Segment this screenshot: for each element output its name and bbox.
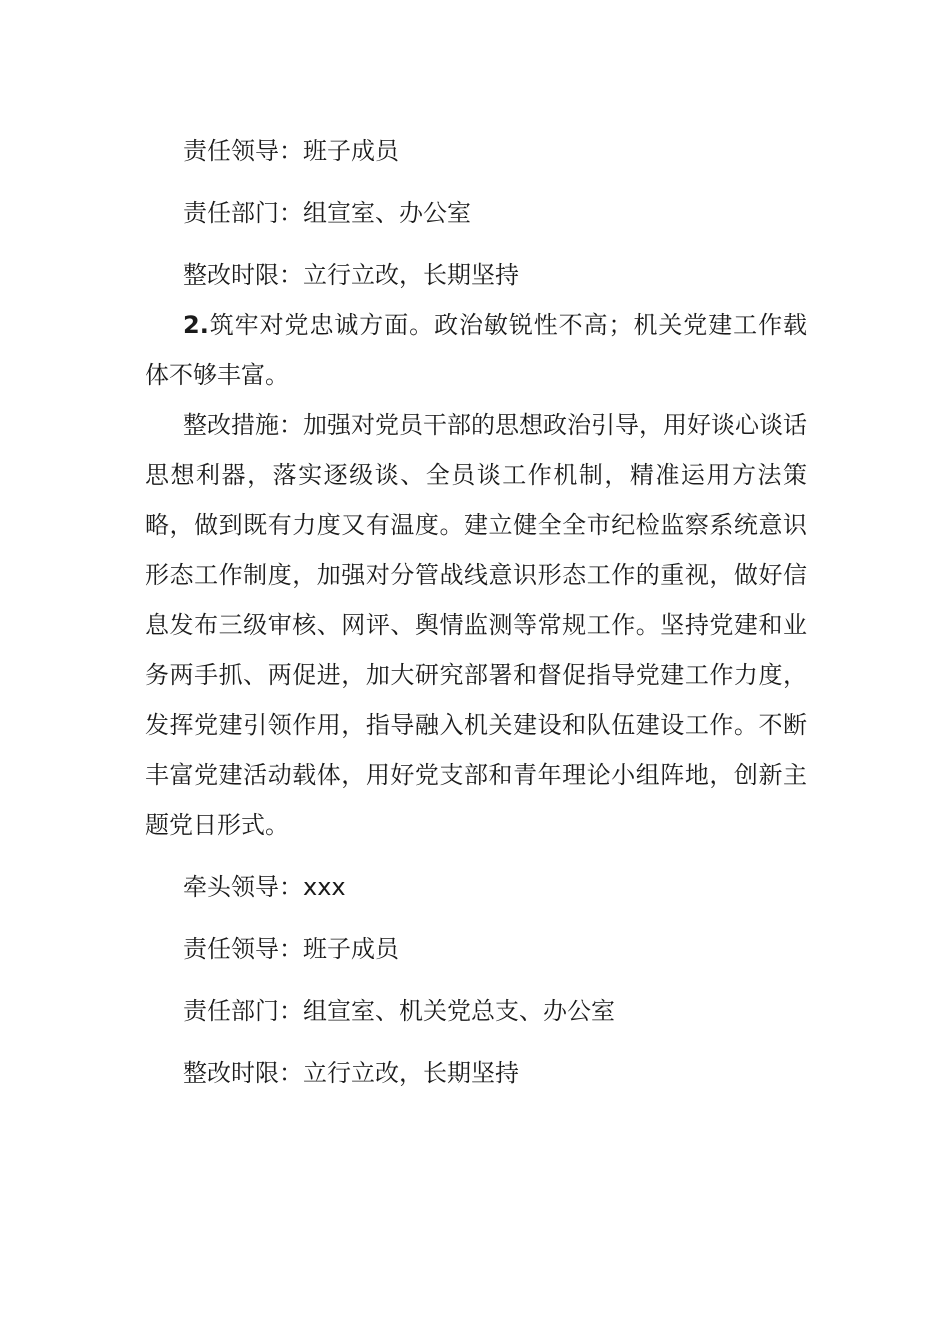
measures-paragraph	[145, 400, 807, 850]
meta-line-deadline-2	[145, 1048, 807, 1098]
meta-value: 立行立改，长期坚持	[303, 261, 519, 289]
meta-label: 责任部门：	[183, 199, 303, 227]
section-heading-paragraph	[145, 300, 807, 400]
meta-label: 整改时限：	[183, 261, 303, 289]
meta-line-responsible-department-2	[145, 986, 807, 1036]
meta-line-deadline	[145, 250, 807, 300]
meta-line-lead-leader	[145, 862, 807, 912]
meta-value: 班子成员	[303, 935, 399, 963]
meta-label: 牵头领导：	[183, 873, 303, 901]
meta-line-responsible-leader-2	[145, 924, 807, 974]
document-content	[145, 126, 807, 1098]
meta-line-responsible-department	[145, 188, 807, 238]
meta-label: 整改时限：	[183, 1059, 303, 1087]
measures-text: 加强对党员干部的思想政治引导，用好谈心谈话思想利器，落实逐级谈、全员谈工作机制，精准运用方法策略，做到既有力度又有温度。建立健全全市纪检监察系统意识形态工作制度，加强对分管战线意识形态工作的重视，做好信息发布三级审核、网评、舆情监测等常规工作。坚持党建和业务两手抓、两促进，加大研究部署和督促指导党建工作力度，发挥党建引领作用，指导融入机关建设和队伍建设工作。不断丰富党建活动载体，用好党支部和青年理论小组阵地，创新主题党日形式。	[145, 411, 807, 839]
meta-value: 组宣室、机关党总支、办公室	[303, 997, 615, 1025]
measures-label: 整改措施：	[183, 411, 303, 439]
meta-line-responsible-leader	[145, 126, 807, 176]
meta-value: 组宣室、办公室	[303, 199, 471, 227]
meta-label: 责任部门：	[183, 997, 303, 1025]
meta-value: 立行立改，长期坚持	[303, 1059, 519, 1087]
meta-label: 责任领导：	[183, 137, 303, 165]
meta-label: 责任领导：	[183, 935, 303, 963]
section-number: 2.	[183, 311, 209, 339]
section-heading-text: 筑牢对党忠诚方面。政治敏锐性不高；机关党建工作载体不够丰富。	[145, 311, 807, 389]
meta-value: 班子成员	[303, 137, 399, 165]
meta-value: xxx	[303, 873, 346, 901]
